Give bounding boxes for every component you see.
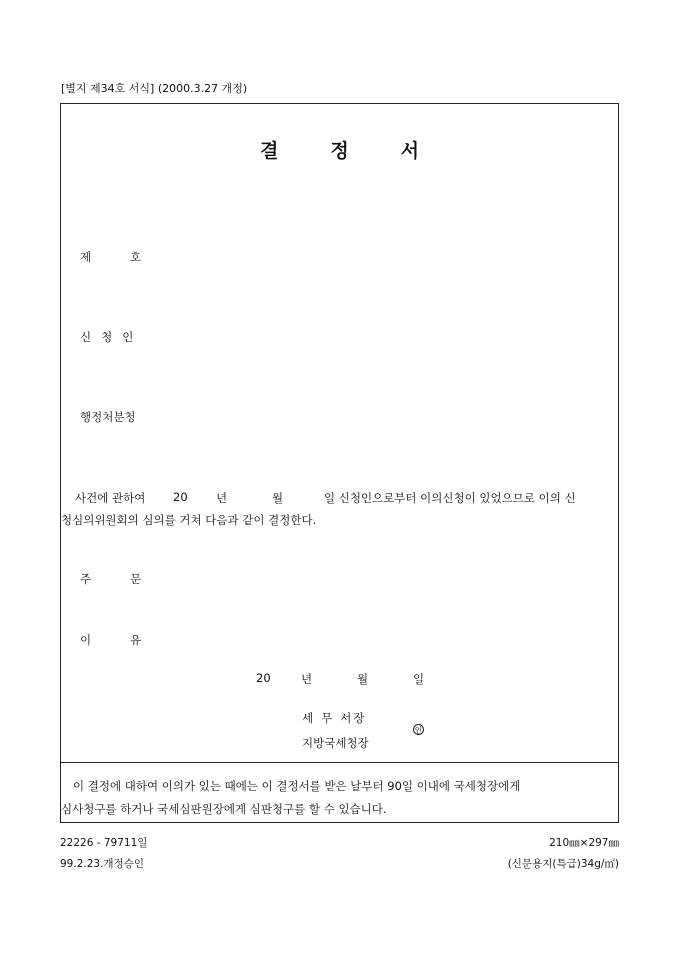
case-number-label: 제 — [80, 250, 92, 264]
date-year-unit: 년 — [301, 672, 313, 686]
form-title — [61, 136, 618, 163]
paper-size: 210㎜×297㎜ — [549, 837, 619, 849]
title-char: 정 — [330, 140, 349, 162]
order-label-b: 문 — [130, 572, 142, 586]
decision-form — [60, 103, 619, 823]
body-year: 20 — [173, 490, 188, 504]
agency-label: 행정처분청 — [80, 410, 136, 424]
notice-divider — [61, 762, 618, 763]
signer-tax-office-head: 세 무 서 장 — [302, 711, 365, 725]
date-month-unit: 월 — [357, 672, 369, 686]
seal-mark: 인 — [414, 726, 423, 735]
notice-line-2: 심사청구를 하거나 국세심판원장에게 심판청구를 할 수 있습니다. — [61, 802, 387, 816]
case-number-suffix: 호 — [130, 250, 142, 264]
paper-spec: (신문용지(특급)34g/㎡) — [507, 858, 619, 870]
date-day-unit: 일 — [413, 672, 425, 686]
body-line-1-start: 사건에 관하여 — [75, 491, 146, 505]
reason-label-a: 이 — [80, 633, 92, 647]
approval-date: 99.2.23.개정승인 — [60, 858, 144, 870]
body-year-unit: 년 — [216, 491, 228, 505]
title-char: 서 — [400, 140, 420, 162]
date-year: 20 — [256, 671, 271, 685]
body-line-1-rest: 일 신청인으로부터 이의신청이 있었으므로 이의 신 — [324, 491, 576, 505]
order-label-a: 주 — [80, 572, 92, 586]
body-month-unit: 월 — [272, 491, 284, 505]
body-line-2: 청심의위원회의 심의를 거쳐 다음과 같이 결정한다. — [61, 513, 317, 527]
reason-label-b: 유 — [130, 633, 142, 647]
title-char: 결 — [259, 140, 279, 162]
approval-number: 22226 - 79711일 — [60, 837, 148, 849]
notice-line-1: 이 결정에 대하여 이의가 있는 때에는 이 결정서를 받은 날부터 90일 이내에 국세청장에게 — [73, 779, 521, 793]
signer-regional-commissioner: 지방국세청장 — [302, 736, 369, 750]
form-reference: [별지 제34호 서식] (2000.3.27 개정) — [61, 82, 248, 95]
applicant-label: 신 청 인 — [80, 330, 134, 344]
